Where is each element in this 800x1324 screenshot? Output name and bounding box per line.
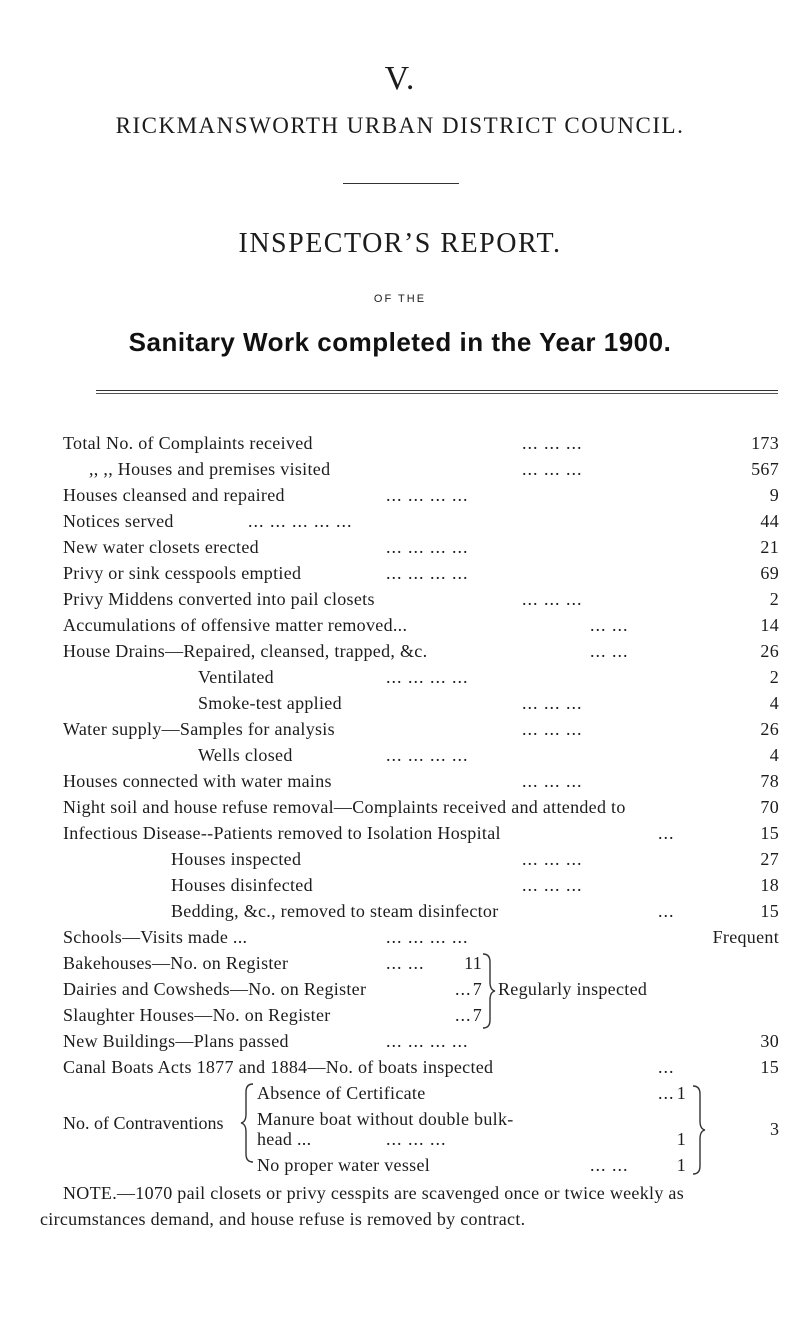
list-item: Accumulations of offensive matter removed... ... ... 14 bbox=[63, 615, 779, 635]
contravention-item: head ... ... ... ... 1 bbox=[257, 1129, 686, 1149]
list-item: ,, ,, Houses and premises visited ... ... ... 567 bbox=[89, 459, 779, 479]
register-brace bbox=[480, 952, 496, 1030]
report-title: INSPECTOR’S REPORT. bbox=[238, 228, 562, 259]
contravention-item: Manure boat without double bulk- bbox=[257, 1109, 514, 1129]
register-remark: Regularly inspected bbox=[498, 979, 648, 999]
register-bakehouses: Bakehouses—No. on Register ... ... 11 bbox=[63, 953, 482, 973]
list-item: Bedding, &c., removed to steam disinfector ... 15 bbox=[171, 901, 779, 921]
list-item: Schools—Visits made ... ... ... ... ... Frequent bbox=[63, 927, 779, 947]
contravention-item: Absence of Certificate ... 1 bbox=[257, 1083, 686, 1103]
report-subtitle: Sanitary Work completed in the Year 1900. bbox=[128, 327, 672, 357]
register-slaughter: Slaughter Houses—No. on Register ... 7 bbox=[63, 1005, 482, 1025]
list-item: Infectious Disease--Patients removed to Isolation Hospital ... 15 bbox=[63, 823, 779, 843]
list-item: Water supply—Samples for analysis ... ... ... 26 bbox=[63, 719, 779, 739]
divider bbox=[343, 183, 459, 184]
list-item: Houses cleansed and repaired ... ... ... ... 9 bbox=[63, 485, 779, 505]
list-item: Ventilated ... ... ... ... 2 bbox=[198, 667, 779, 687]
list-item: Houses inspected ... ... ... 27 bbox=[171, 849, 779, 869]
list-item: Houses connected with water mains ... ... ... 78 bbox=[63, 771, 779, 791]
list-item: Total No. of Complaints received ... ... ... 173 bbox=[63, 433, 779, 453]
divider bbox=[96, 393, 778, 394]
divider bbox=[96, 390, 778, 391]
list-item: Smoke-test applied ... ... ... 4 bbox=[198, 693, 779, 713]
contraventions-label: No. of Contraventions bbox=[63, 1113, 224, 1133]
council-name: RICKMANSWORTH URBAN DISTRICT COUNCIL. bbox=[115, 113, 685, 138]
list-item: New Buildings—Plans passed ... ... ... ... 30 bbox=[63, 1031, 779, 1051]
list-item: Canal Boats Acts 1877 and 1884—No. of boats inspected ... 15 bbox=[63, 1057, 779, 1077]
list-item: Houses disinfected ... ... ... 18 bbox=[171, 875, 779, 895]
list-item: House Drains—Repaired, cleansed, trapped, &c. ... ... 26 bbox=[63, 641, 779, 661]
contraventions-right-brace bbox=[690, 1084, 706, 1176]
list-item: New water closets erected ... ... ... ... 21 bbox=[63, 537, 779, 557]
note-paragraph: NOTE.—1070 pail closets or privy cesspits are scavenged once or twice weekly as circumstances demand, and house refuse is removed by contract. bbox=[40, 1183, 685, 1229]
section-number: V. bbox=[384, 60, 416, 97]
contraventions-total: 3 bbox=[770, 1119, 779, 1139]
list-item: Notices served ... ... ... ... ... 44 bbox=[63, 511, 779, 531]
of-the-label: OF THE bbox=[373, 293, 427, 305]
contravention-item: No proper water vessel ... ... 1 bbox=[257, 1155, 686, 1175]
register-dairies: Dairies and Cowsheds—No. on Register ... 7 Regularly inspected bbox=[0, 976, 800, 1002]
list-item: Privy Middens converted into pail closets ... ... ... 2 bbox=[63, 589, 779, 609]
list-item: Wells closed ... ... ... ... 4 bbox=[198, 745, 779, 765]
list-item: Night soil and house refuse removal—Complaints received and attended to 70 bbox=[63, 797, 779, 817]
list-item: Privy or sink cesspools emptied ... ... ... ... 69 bbox=[63, 563, 779, 583]
